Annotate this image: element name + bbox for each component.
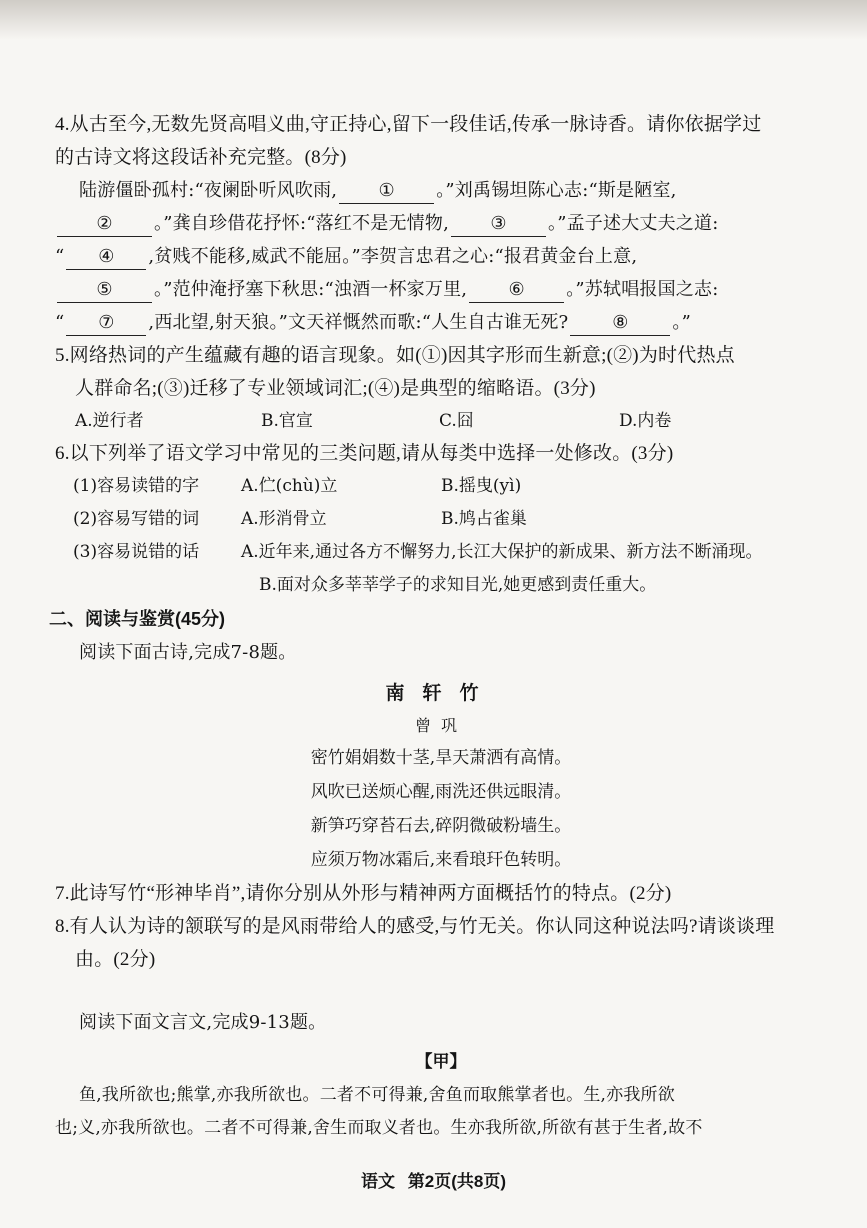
q5-option-d[interactable]: D.内卷 — [619, 411, 672, 431]
q4-text: ,西北望,射天狼。”文天祥慨然而歌:“人生自古谁无死? — [148, 312, 569, 333]
blank-8[interactable]: ⑧ — [570, 311, 670, 336]
poem-line-1: 密竹娟娟数十茎,旱天萧洒有高情。 — [310, 748, 572, 768]
q6-row-3 — [55, 536, 827, 569]
classical-line2: 也;义,亦我所欲也。二者不可得兼,舍生而取义者也。生亦我所欲,所欲有甚于生者,故不 — [55, 1118, 703, 1138]
q6-row-3-b — [55, 569, 827, 602]
q5-stem-line1: 5.网络热词的产生蕴藏有趣的语言现象。如(①)因其字形而生新意;(②)为时代热点 — [55, 345, 735, 366]
scan-edge — [0, 0, 867, 40]
q4-passage-line1 — [55, 174, 827, 207]
q8-line2: 由。(2分) — [75, 949, 156, 970]
q4-text: 。”龚自珍借花抒怀:“落红不是无情物, — [154, 213, 449, 234]
q6-option-b[interactable]: B.面对众多莘莘学子的求知目光,她更感到责任重大。 — [259, 575, 657, 595]
q4-passage-line5 — [55, 306, 827, 339]
q4-stem-line2: 的古诗文将这段话补充完整。(8分) — [55, 147, 347, 168]
section-intro: 阅读下面古诗,完成7-8题。 — [79, 642, 297, 663]
poem-title: 南轩竹 — [385, 682, 497, 704]
spacer — [55, 976, 827, 1006]
blank-6[interactable]: ⑥ — [469, 278, 564, 303]
poem-line-4: 应须万物冰霜后,来看琅玕色转明。 — [310, 850, 572, 870]
q6-option-a[interactable]: A.伫(chù)立 — [241, 476, 338, 496]
blank-2[interactable]: ② — [57, 212, 152, 237]
blank-7[interactable]: ⑦ — [66, 311, 146, 336]
q4-passage-line2 — [55, 207, 827, 240]
poem-line-3: 新笋巧穿苔石去,碎阴微破粉墙生。 — [310, 816, 572, 836]
footer-subject: 语文 — [361, 1172, 396, 1191]
q6-row-label: (1)容易读错的字 — [73, 476, 200, 496]
q5-option-b[interactable]: B.官宣 — [261, 411, 313, 431]
poem-author: 曾巩 — [414, 716, 467, 735]
q5-stem-line2: 人群命名;(③)迁移了专业领域词汇;(④)是典型的缩略语。(3分) — [75, 378, 596, 399]
q4-passage-line4 — [55, 273, 827, 306]
blank-3[interactable]: ③ — [451, 212, 546, 237]
q4-text: “ — [55, 312, 65, 333]
q7-text: 7.此诗写竹“形神毕肖”,请你分别从外形与精神两方面概括竹的特点。(2分) — [55, 883, 672, 904]
q6-option-b[interactable]: B.鸠占雀巢 — [441, 509, 527, 529]
blank-4[interactable]: ④ — [66, 245, 146, 270]
poem-line-2: 风吹已送烦心醒,雨洗还供远眼清。 — [310, 782, 572, 802]
section-title: 二、阅读与鉴赏(45分) — [49, 609, 226, 629]
q4-stem-line1: 4.从古至今,无数先贤高唱义曲,守正持心,留下一段佳话,传承一脉诗香。请你依据学过 — [55, 114, 762, 135]
exam-page — [49, 108, 827, 1145]
passage-label-jia: 【甲】 — [415, 1052, 467, 1072]
q4-text: 。” — [672, 312, 691, 333]
q4-text: ,贫贱不能移,威武不能屈。”李贺言忠君之心:“报君黄金台上意, — [148, 246, 638, 267]
q4-text: 。”刘禹锡坦陈心志:“斯是陋室, — [436, 180, 677, 201]
q6-row-2 — [55, 503, 827, 536]
q4-passage-line3 — [55, 240, 827, 273]
q4-text: 。”范仲淹抒塞下秋思:“浊酒一杯家万里, — [154, 279, 468, 300]
q4-text: 。”孟子述大丈夫之道: — [548, 213, 719, 234]
blank-1[interactable]: ① — [339, 179, 434, 204]
q6-stem: 6.以下列举了语文学习中常见的三类问题,请从每类中选择一处修改。(3分) — [55, 443, 674, 464]
q8-line1: 8.有人认为诗的颔联写的是风雨带给人的感受,与竹无关。你认同这种说法吗?请谈谈理 — [55, 916, 775, 937]
q6-row-1 — [55, 470, 827, 503]
q4-text: 。”苏轼唱报国之志: — [566, 279, 719, 300]
q6-row-label: (3)容易说错的话 — [73, 542, 200, 562]
q6-row-label: (2)容易写错的词 — [73, 509, 200, 529]
q4-text: “ — [55, 246, 65, 267]
classical-intro: 阅读下面文言文,完成9-13题。 — [79, 1012, 327, 1033]
q6-option-b[interactable]: B.摇曳(yì) — [441, 476, 522, 496]
q5-option-a[interactable]: A.逆行者 — [75, 411, 144, 431]
q4-text: 陆游僵卧孤村:“夜阑卧听风吹雨, — [79, 180, 338, 201]
q5-option-c[interactable]: C.囧 — [439, 411, 474, 431]
classical-line1: 鱼,我所欲也;熊掌,亦我所欲也。二者不可得兼,舍鱼而取熊掌者也。生,亦我所欲 — [79, 1085, 675, 1105]
footer-page-number: 第2页(共8页) — [407, 1172, 506, 1191]
q6-option-a[interactable]: A.近年来,通过各方不懈努力,长江大保护的新成果、新方法不断涌现。 — [241, 542, 763, 562]
q6-option-a[interactable]: A.形消骨立 — [241, 509, 327, 529]
page-footer — [0, 1167, 867, 1192]
q5-options — [55, 405, 827, 437]
blank-5[interactable]: ⑤ — [57, 278, 152, 303]
